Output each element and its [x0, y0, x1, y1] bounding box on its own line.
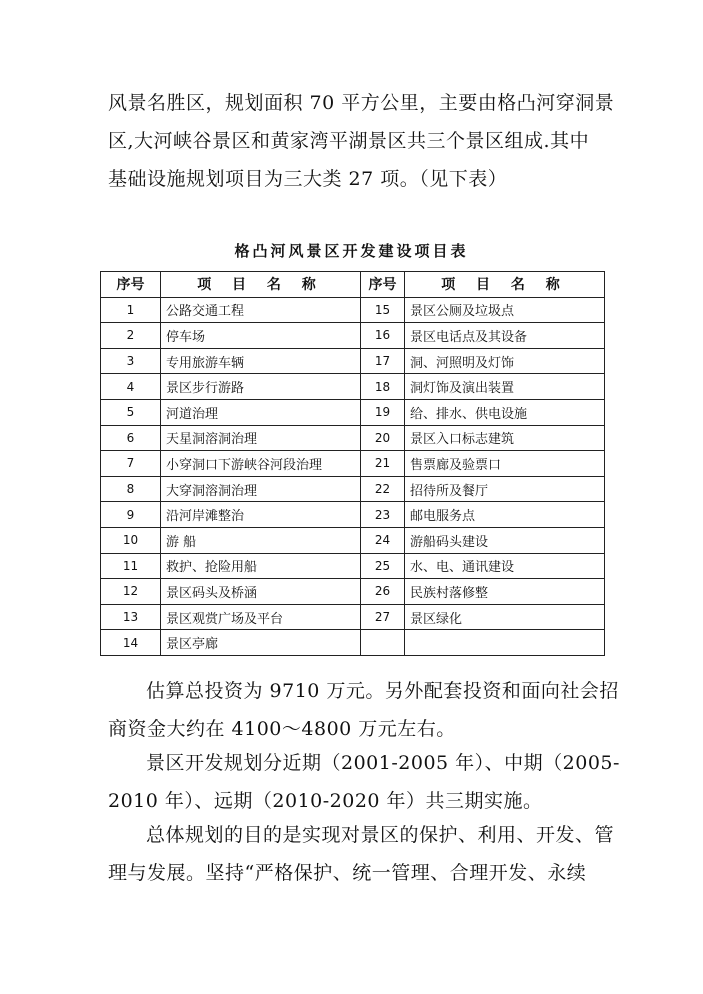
- table-row: [101, 297, 605, 323]
- table-row: [101, 630, 605, 656]
- purpose-paragraph: [108, 816, 615, 892]
- header-name-left: 项 目 名 称: [161, 272, 361, 298]
- project-name-left: 河道治理: [161, 399, 361, 425]
- row-number-right: 17: [361, 348, 405, 374]
- row-number-left: 7: [101, 451, 161, 477]
- row-number-right: 23: [361, 502, 405, 528]
- table-row: [101, 579, 605, 605]
- row-number-left: 2: [101, 323, 161, 349]
- header-name-right: 项 目 名 称: [405, 272, 605, 298]
- row-number-right: 18: [361, 374, 405, 400]
- project-name-left: 天星洞溶洞治理: [161, 425, 361, 451]
- project-name-right: 景区电话点及其设备: [405, 323, 605, 349]
- investment-paragraph: [108, 672, 619, 748]
- phases-paragraph: [108, 744, 620, 820]
- project-name-right: 洞、河照明及灯饰: [405, 348, 605, 374]
- project-name-right: 售票廊及验票口: [405, 451, 605, 477]
- row-number-right: 22: [361, 476, 405, 502]
- project-name-right: 民族村落修整: [405, 579, 605, 605]
- project-name-right: [405, 630, 605, 656]
- row-number-left: 3: [101, 348, 161, 374]
- row-number-right: 25: [361, 553, 405, 579]
- intro-line-1: 风景名胜区，规划面积 70 平方公里，主要由格凸河穿洞景: [108, 92, 615, 114]
- project-name-right: 给、排水、供电设施: [405, 399, 605, 425]
- project-name-left: 停车场: [161, 323, 361, 349]
- table-header-row: [101, 272, 605, 298]
- project-name-right: 水、电、通讯建设: [405, 553, 605, 579]
- row-number-right: 26: [361, 579, 405, 605]
- row-number-right: 27: [361, 604, 405, 630]
- header-no-right: 序号: [361, 272, 405, 298]
- project-name-right: 邮电服务点: [405, 502, 605, 528]
- table-row: [101, 502, 605, 528]
- project-name-left: 景区亭廊: [161, 630, 361, 656]
- project-name-left: 救护、抢险用船: [161, 553, 361, 579]
- row-number-right: 19: [361, 399, 405, 425]
- purpose-line-1: 总体规划的目的是实现对景区的保护、利用、开发、管: [146, 824, 615, 846]
- row-number-left: 10: [101, 527, 161, 553]
- table-row: [101, 374, 605, 400]
- row-number-left: 5: [101, 399, 161, 425]
- phases-line-1: 景区开发规划分近期（2001-2005 年）、中期（2005-: [146, 752, 620, 774]
- project-name-left: 游 船: [161, 527, 361, 553]
- project-name-right: 招待所及餐厅: [405, 476, 605, 502]
- table-row: [101, 323, 605, 349]
- project-name-right: 景区公厕及垃圾点: [405, 297, 605, 323]
- project-name-left: 沿河岸滩整治: [161, 502, 361, 528]
- project-name-left: 景区码头及桥涵: [161, 579, 361, 605]
- intro-paragraph: [108, 84, 615, 198]
- table-body: [101, 297, 605, 655]
- row-number-left: 11: [101, 553, 161, 579]
- project-table: [100, 271, 605, 656]
- project-name-right: 景区入口标志建筑: [405, 425, 605, 451]
- row-number-left: 6: [101, 425, 161, 451]
- row-number-left: 8: [101, 476, 161, 502]
- row-number-right: 20: [361, 425, 405, 451]
- table-row: [101, 425, 605, 451]
- investment-line-2: 商资金大约在 4100～4800 万元左右。: [108, 718, 456, 740]
- header-no-left: 序号: [101, 272, 161, 298]
- row-number-right: 16: [361, 323, 405, 349]
- row-number-left: 1: [101, 297, 161, 323]
- row-number-left: 9: [101, 502, 161, 528]
- purpose-line-2: 理与发展。坚持“严格保护、统一管理、合理开发、永续: [108, 862, 587, 884]
- project-name-left: 专用旅游车辆: [161, 348, 361, 374]
- table-row: [101, 451, 605, 477]
- table-row: [101, 399, 605, 425]
- project-name-right: 景区绿化: [405, 604, 605, 630]
- row-number-right: 24: [361, 527, 405, 553]
- row-number-left: 13: [101, 604, 161, 630]
- project-name-left: 景区步行游路: [161, 374, 361, 400]
- project-name-left: 小穿洞口下游峡谷河段治理: [161, 451, 361, 477]
- project-name-left: 大穿洞溶洞治理: [161, 476, 361, 502]
- intro-line-3: 基础设施规划项目为三大类 27 项。（见下表）: [108, 168, 508, 190]
- phases-line-2: 2010 年）、远期（2010-2020 年）共三期实施。: [108, 790, 543, 812]
- table-title: 格凸河风景区开发建设项目表: [234, 242, 469, 260]
- intro-line-2: 区,大河峡谷景区和黄家湾平湖景区共三个景区组成.其中: [108, 130, 590, 152]
- row-number-left: 12: [101, 579, 161, 605]
- row-number-left: 14: [101, 630, 161, 656]
- table-row: [101, 604, 605, 630]
- project-name-left: 公路交通工程: [161, 297, 361, 323]
- table-row: [101, 348, 605, 374]
- table-row: [101, 553, 605, 579]
- table-row: [101, 476, 605, 502]
- project-name-right: 洞灯饰及演出装置: [405, 374, 605, 400]
- row-number-right: 21: [361, 451, 405, 477]
- row-number-left: 4: [101, 374, 161, 400]
- investment-line-1: 估算总投资为 9710 万元。另外配套投资和面向社会招: [146, 680, 619, 702]
- project-name-right: 游船码头建设: [405, 527, 605, 553]
- project-name-left: 景区观赏广场及平台: [161, 604, 361, 630]
- row-number-right: [361, 630, 405, 656]
- row-number-right: 15: [361, 297, 405, 323]
- table-row: [101, 527, 605, 553]
